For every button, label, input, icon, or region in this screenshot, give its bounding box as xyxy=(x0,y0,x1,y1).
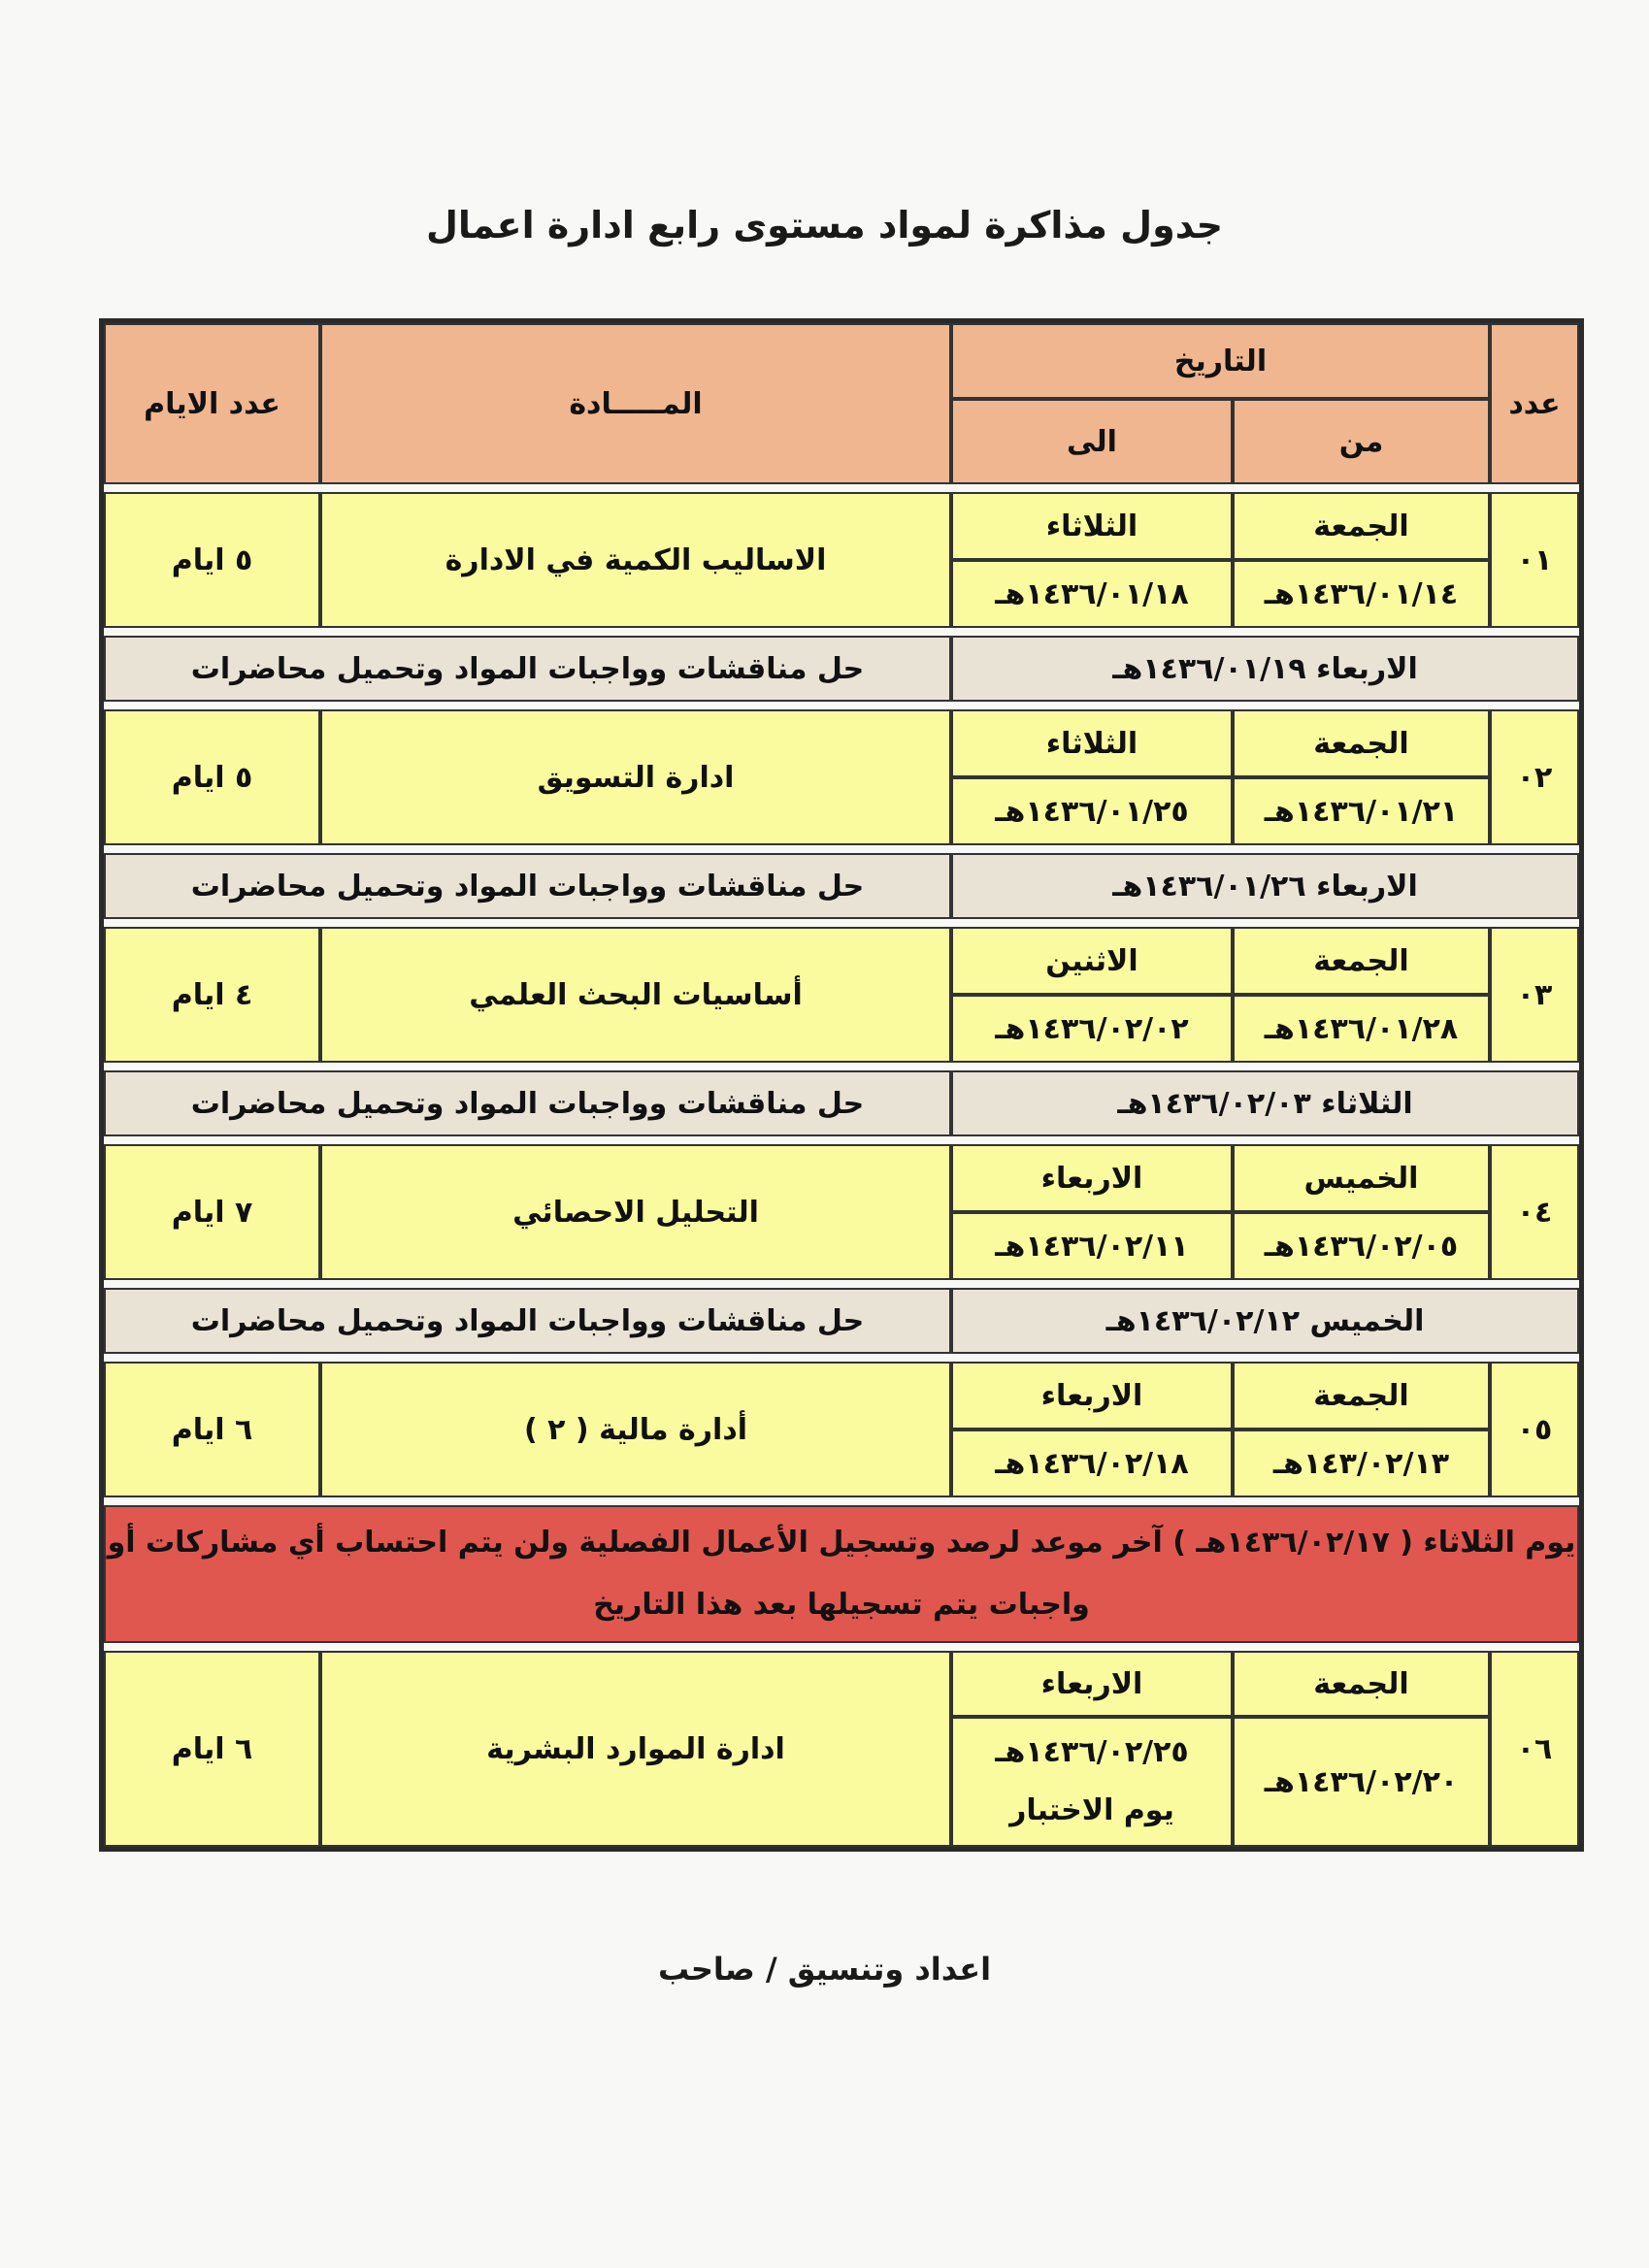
gap-date: الخميس ١٤٣٦/٠٢/١٢هـ xyxy=(951,1288,1579,1354)
subject: ادارة الموارد البشرية xyxy=(320,1651,951,1847)
deadline-notice: يوم الثلاثاء ( ١٤٣٦/٠٢/١٧هـ ) آخر موعد لرصد وتسجيل الأعمال الفصلية ولن يتم احتساب أي مشاركات أو واجبات يتم تسجيلها بعد هذا التاريخ xyxy=(104,1505,1579,1643)
gap-activity: حل مناقشات وواجبات المواد وتحميل محاضرات xyxy=(104,853,951,919)
gap-row xyxy=(104,1070,1579,1136)
prepared-by: اعداد وتنسيق / صاحب xyxy=(657,1951,992,1988)
to-date: ١٤٣٦/٠١/١٨هـ xyxy=(951,560,1233,628)
row-num: ٠٥ xyxy=(1490,1362,1579,1497)
gap-activity: حل مناقشات وواجبات المواد وتحميل محاضرات xyxy=(104,1288,951,1354)
days-count: ٧ ايام xyxy=(104,1144,320,1280)
row-num: ٠٣ xyxy=(1490,927,1579,1063)
gap-date: الاربعاء ١٤٣٦/٠١/٢٦هـ xyxy=(951,853,1579,919)
table-row xyxy=(104,1362,1579,1430)
days-count: ٥ ايام xyxy=(104,709,320,845)
study-schedule-table xyxy=(99,318,1584,1852)
subject: التحليل الاحصائي xyxy=(320,1144,951,1280)
to-date: ١٤٣٦/٠٢/١٨هـ xyxy=(951,1430,1233,1497)
from-day: الجمعة xyxy=(1233,1362,1490,1430)
from-date: ١٤٣٦/٠١/١٤هـ xyxy=(1233,560,1490,628)
to-day: الاربعاء xyxy=(951,1651,1233,1717)
header-date: التاريخ xyxy=(951,323,1490,399)
to-day: الثلاثاء xyxy=(951,492,1233,560)
gap-activity: حل مناقشات وواجبات المواد وتحميل محاضرات xyxy=(104,636,951,702)
from-date: ١٤٣٦/٠١/٢١هـ xyxy=(1233,777,1490,845)
gap-row xyxy=(104,853,1579,919)
from-date: ١٤٣٦/٠٢/٠٥هـ xyxy=(1233,1212,1490,1280)
from-day: الجمعة xyxy=(1233,709,1490,777)
header-from: من xyxy=(1233,399,1490,484)
days-count: ٥ ايام xyxy=(104,492,320,628)
gap-row xyxy=(104,636,1579,702)
table-row xyxy=(104,492,1579,560)
from-date: ١٤٣٦/٠٢/٢٠هـ xyxy=(1233,1717,1490,1847)
gap-date: الاربعاء ١٤٣٦/٠١/١٩هـ xyxy=(951,636,1579,702)
header-num: عدد xyxy=(1490,323,1579,484)
header-days: عدد الايام xyxy=(104,323,320,484)
days-count: ٦ ايام xyxy=(104,1651,320,1847)
header-subject: المـــــادة xyxy=(320,323,951,484)
from-date: ١٤٣/٠٢/١٣هـ xyxy=(1233,1430,1490,1497)
to-date: ١٤٣٦/٠٢/٢٥هـ xyxy=(995,1735,1189,1769)
table-row xyxy=(104,1144,1579,1212)
exam-day-label: يوم الاختبار xyxy=(1009,1793,1174,1827)
subject: أدارة مالية ( ٢ ) xyxy=(320,1362,951,1497)
deadline-notice-row xyxy=(104,1505,1579,1643)
table-row xyxy=(104,1651,1579,1717)
to-day: الثلاثاء xyxy=(951,709,1233,777)
from-day: الخميس xyxy=(1233,1144,1490,1212)
table-header-row xyxy=(104,323,1579,399)
days-count: ٤ ايام xyxy=(104,927,320,1063)
to-day: الاربعاء xyxy=(951,1144,1233,1212)
page-title: جدول مذاكرة لمواد مستوى رابع ادارة اعمال xyxy=(425,204,1224,247)
row-num: ٠١ xyxy=(1490,492,1579,628)
table-row xyxy=(104,709,1579,777)
gap-date: الثلاثاء ١٤٣٦/٠٢/٠٣هـ xyxy=(951,1070,1579,1136)
row-num: ٠٤ xyxy=(1490,1144,1579,1280)
from-day: الجمعة xyxy=(1233,927,1490,995)
subject: ادارة التسويق xyxy=(320,709,951,845)
to-date: ١٤٣٦/٠٢/١١هـ xyxy=(951,1212,1233,1280)
days-count: ٦ ايام xyxy=(104,1362,320,1497)
table-row xyxy=(104,927,1579,995)
header-to: الى xyxy=(951,399,1233,484)
from-day: الجمعة xyxy=(1233,1651,1490,1717)
gap-row xyxy=(104,1288,1579,1354)
row-num: ٠٦ xyxy=(1490,1651,1579,1847)
from-day: الجمعة xyxy=(1233,492,1490,560)
from-date: ١٤٣٦/٠١/٢٨هـ xyxy=(1233,995,1490,1063)
row-num: ٠٢ xyxy=(1490,709,1579,845)
to-day: الاثنين xyxy=(951,927,1233,995)
gap-activity: حل مناقشات وواجبات المواد وتحميل محاضرات xyxy=(104,1070,951,1136)
subject: الاساليب الكمية في الادارة xyxy=(320,492,951,628)
to-date: ١٤٣٦/٠١/٢٥هـ xyxy=(951,777,1233,845)
to-date-cell xyxy=(951,1717,1233,1847)
to-date: ١٤٣٦/٠٢/٠٢هـ xyxy=(951,995,1233,1063)
to-day: الاربعاء xyxy=(951,1362,1233,1430)
subject: أساسيات البحث العلمي xyxy=(320,927,951,1063)
